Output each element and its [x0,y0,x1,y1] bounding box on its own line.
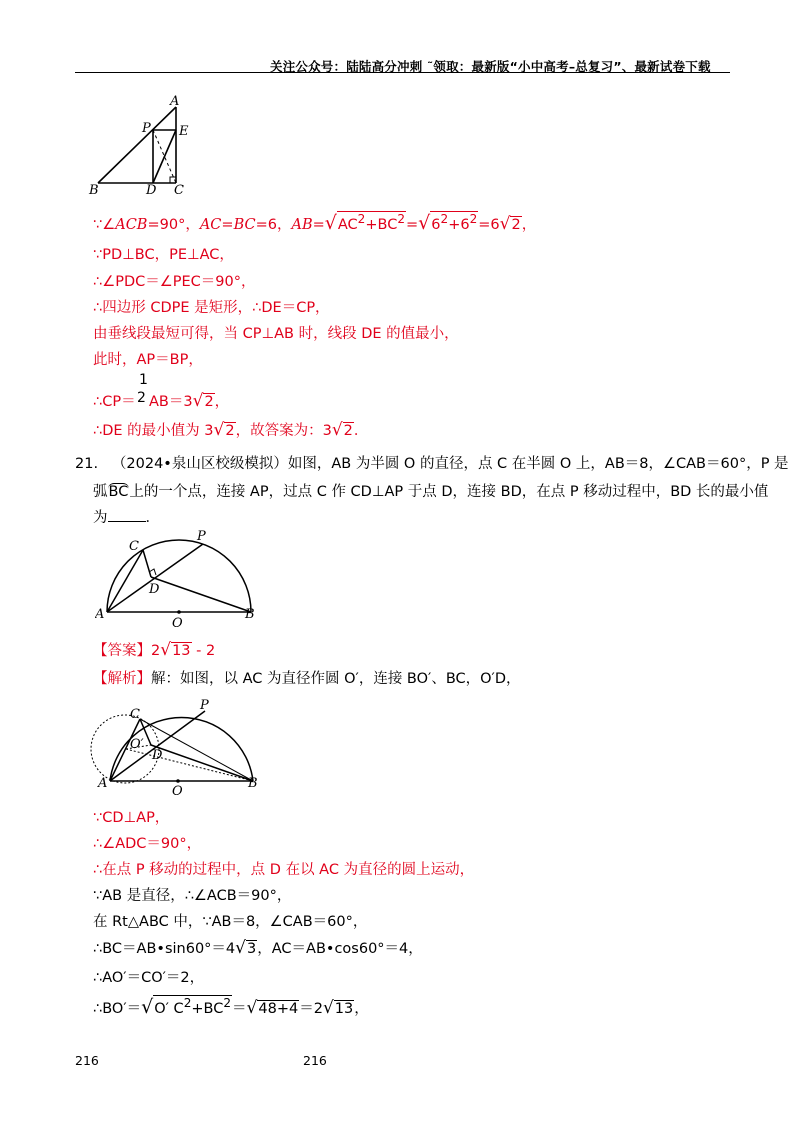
sol21-line8: ∴BO′＝√O′ $C^2+BC^2=√48+4=2√13$， [93,995,369,1018]
fig2-label-c: C [129,539,139,554]
fig3-label-b: B [248,776,258,791]
fig2-label-o: O [172,616,183,630]
q21-line2: 弧BC上的一个点，连接 AP，过点 C 作 CD⊥AP 于点 D，连接 BD，在点 P 移动过程中，BD 长的最小值 [93,484,769,500]
fig1-label-p: P [142,121,151,136]
sol21-line1: ∵CD⊥AP， [93,810,170,826]
fig2-label-d: D [149,582,160,597]
fig3-label-a: A [98,776,108,791]
fig3-label-d: D [152,748,163,763]
sol20-line4: ∴四边形 CDPE 是矩形，∴DE＝CP， [93,300,330,316]
fig1-label-e: E [179,124,189,139]
page-number-center: 216 [303,1053,327,1068]
figure-right-triangle [85,92,205,197]
analysis-line: 【解析】解：如图，以 AC 为直径作圆 O′，连接 BO′、BC，O′D， [93,671,521,687]
figure-semicircle-construction [90,697,270,797]
header-rule [75,72,730,73]
sol20-line8: ∴DE 的最小值为 3√2，故答案为：3√2． [93,420,369,440]
fig2-label-a: A [95,607,105,622]
sol21-line7: ∴AO′＝CO′＝2， [93,970,205,986]
q21-line1: 21. （2024•泉山区校级模拟）如图，AB 为半圆 O 的直径，点 C 在半圆 O 上，AB＝8，∠CAB＝60°，P 是 [75,456,789,472]
sol21-line6: ∴BC＝AB•sin60°＝4√3，AC＝AB•cos60°＝4， [93,938,423,958]
fig2-label-b: B [245,607,255,622]
sol20-line3: ∴∠PDC＝∠PEC＝90°， [93,274,256,290]
page-header: 关注公众号：陆陆高分冲刺 ˜领取：最新版“小中高考–总复习”、最新试卷下载 [270,59,711,74]
fig1-label-a: A [170,94,180,109]
fig3-label-p: P [200,698,209,713]
figure-semicircle [95,530,265,630]
sol21-line2: ∴∠ADC＝90°， [93,836,202,852]
sol20-line1: ∵∠ACB=90°，AC=BC=6，$AB=√AC^2+BC^2=√6^2+6^2=6√2$， [93,211,537,234]
sol21-line3: ∴在点 P 移动的过程中，点 D 在以 AC 为直径的圆上运动， [93,862,475,878]
q21-line3: 为 ． [93,510,160,526]
sol20-line5: 由垂线段最短可得，当 CP⊥AB 时，线段 DE 的值最小， [93,326,459,342]
fig3-label-o: O [172,784,183,797]
answer-blank[interactable] [108,521,146,522]
fig3-label-c: C [130,707,140,722]
page-number-left: 216 [75,1053,99,1068]
fig1-label-c: C [174,183,184,197]
sol21-line5: 在 Rt△ABC 中，∵AB＝8，∠CAB＝60°， [93,914,368,930]
fig1-label-d: D [146,183,157,197]
sol20-line2: ∵PD⊥BC，PE⊥AC， [93,247,234,263]
fig3-label-o-prime: O′ [130,737,144,752]
sol21-line4: ∵AB 是直径，∴∠ACB＝90°， [93,888,292,904]
answer-line: 【答案】2√13 - 2 [93,640,216,660]
sol20-line6: 此时，AP＝BP， [93,352,203,368]
fig2-label-p: P [197,530,206,544]
fig1-label-b: B [89,183,99,197]
